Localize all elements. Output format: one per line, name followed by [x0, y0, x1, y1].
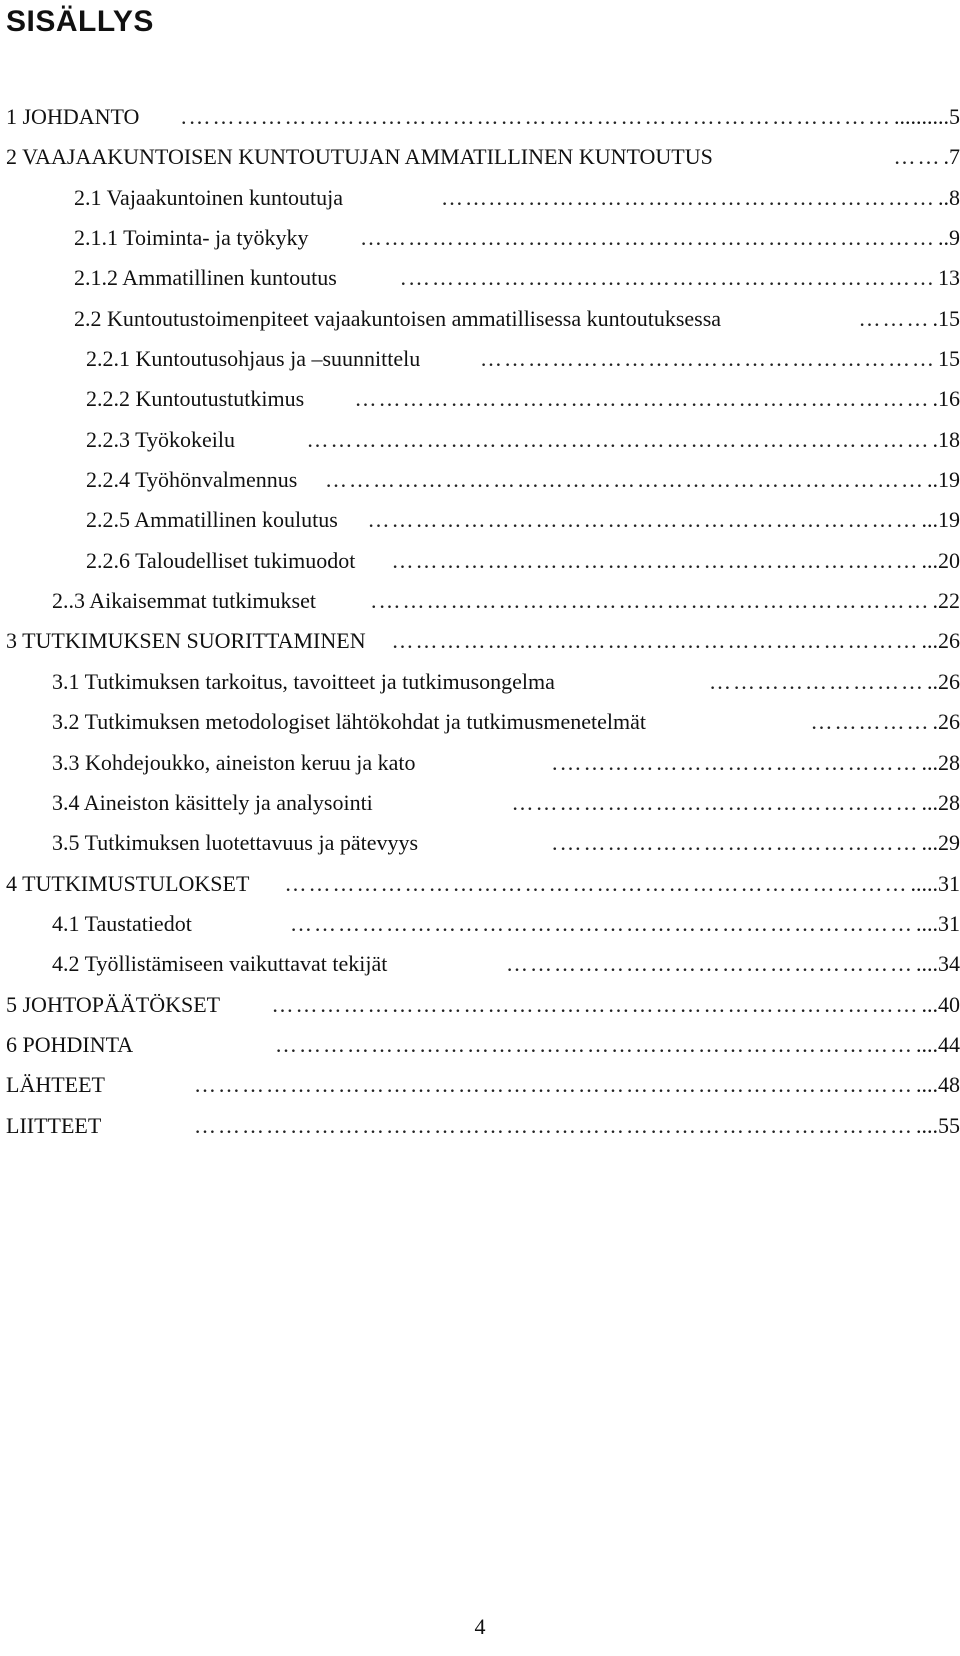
toc-entry-page: .15: [932, 305, 960, 331]
toc-entry-page: ..19: [927, 467, 960, 493]
toc-entry[interactable]: [0, 299, 960, 339]
toc-entry-leader: ………………………………………………………………………………: [194, 1072, 914, 1098]
toc-entry-title: LIITTEET: [6, 1112, 102, 1138]
toc-entry-leader: ……………………………………….: [552, 749, 920, 775]
toc-entry-title: 2.1 Vajaakuntoinen kuntoutuja: [74, 184, 344, 210]
toc-entry-title: 2.2.3 Työkokeilu: [86, 426, 235, 452]
toc-entry-title: 2.2.2 Kuntoutustutkimus: [86, 386, 305, 412]
toc-entry[interactable]: [0, 339, 960, 379]
toc-entry[interactable]: [0, 581, 960, 621]
toc-entry-page: ....48: [916, 1072, 960, 1098]
toc-entry-title: 4.2 Työllistämiseen vaikuttavat tekijät: [52, 951, 388, 977]
toc-entry-title: 1 JOHDANTO: [6, 104, 140, 129]
toc-entry[interactable]: [0, 985, 960, 1025]
toc-entry-page: ....55: [916, 1112, 960, 1138]
toc-entry-page: ...29: [921, 830, 960, 856]
toc-entry-leader: ……………………………………………………………: [367, 507, 920, 533]
toc-entry-page: ...19: [921, 507, 960, 533]
toc-entry[interactable]: [0, 541, 960, 581]
toc-entry-title: 2.2.4 Työhönvalmennus: [86, 467, 298, 493]
toc-entry-page: 13: [938, 265, 960, 291]
toc-entry-title: 2.1.2 Ammatillinen kuntoutus: [74, 265, 337, 291]
toc-entry[interactable]: [0, 1065, 960, 1105]
toc-entry-page: ...28: [921, 749, 960, 775]
toc-entry-page: ...28: [921, 789, 960, 815]
toc-entry[interactable]: [0, 137, 960, 177]
toc-entry-leader: ……………: [810, 709, 931, 735]
toc-entry[interactable]: [0, 743, 960, 783]
toc-entry-title: 2.2 Kuntoutustoimenpiteet vajaakuntoisen ammatillisessa kuntoutuksessa: [74, 305, 722, 331]
toc-entry-title: 3.5 Tutkimuksen luotettavuus ja pätevyys: [52, 830, 419, 856]
toc-entry-title: 2.1.1 Toiminta- ja työkyky: [74, 225, 309, 251]
toc-entry-page: ..........5: [894, 104, 960, 129]
toc-entry-leader: …………………………………………………………: [391, 547, 920, 573]
toc-entry-leader: …………………………………………………………: [391, 628, 920, 654]
toc-entry[interactable]: [0, 460, 960, 500]
toc-entry-leader: ……………………………………………: [506, 951, 914, 977]
toc-heading: SISÄLLYS: [6, 5, 154, 38]
toc-entry-page: ...20: [921, 547, 960, 573]
toc-entry-page: .26: [932, 709, 960, 735]
toc-entry[interactable]: [0, 97, 960, 137]
toc-entry-leader: ………………………………………………..……: [441, 184, 936, 210]
toc-entry[interactable]: [0, 258, 960, 298]
toc-entry[interactable]: [0, 904, 960, 944]
toc-entry-title: 6 POHDINTA: [6, 1031, 134, 1057]
toc-entry[interactable]: [0, 783, 960, 823]
toc-entry[interactable]: [0, 1106, 960, 1146]
toc-entry-title: 2 VAAJAAKUNTOISEN KUNTOUTUJAN AMMATILLINEN KUNTOUTUS: [6, 144, 713, 170]
toc-entry-page: .18: [932, 426, 960, 452]
toc-entry-leader: ………………………: [709, 668, 925, 694]
toc-entry-title: 2.2.6 Taloudelliset tukimuodot: [86, 547, 356, 573]
table-of-contents: [0, 97, 960, 1146]
toc-entry-leader: ………………………………………………………………: [360, 225, 936, 251]
toc-entry-title: 3.4 Aineiston käsittely ja analysointi: [52, 789, 373, 815]
toc-entry-title: 2..3 Aikaisemmat tutkimukset: [52, 588, 316, 614]
toc-entry[interactable]: [0, 178, 960, 218]
toc-entry-leader: ………………………………………………………………: [354, 386, 931, 412]
toc-entry-page: ..26: [927, 668, 960, 694]
toc-entry-page: ..8: [938, 184, 960, 210]
toc-entry[interactable]: [0, 864, 960, 904]
toc-entry-leader: ……: [893, 144, 942, 170]
toc-entry-title: 2.2.1 Kuntoutusohjaus ja –suunnittelu: [86, 346, 421, 372]
toc-entry-page: ..9: [938, 225, 960, 251]
toc-entry-leader: ………………………………………………………………………………: [194, 1112, 914, 1138]
toc-entry[interactable]: [0, 662, 960, 702]
toc-entry-leader: ………………………………………………………….: [400, 265, 936, 291]
toc-entry-page: ....34: [916, 951, 960, 977]
toc-entry-page: .....31: [910, 870, 960, 896]
toc-entry-title: LÄHTEET: [6, 1072, 105, 1098]
toc-entry-leader: …………………………………………………………………: [325, 467, 925, 493]
toc-entry-leader: …………………………………………………: [480, 346, 936, 372]
toc-entry-title: 3.1 Tutkimuksen tarkoitus, tavoitteet ja tutkimusongelma: [52, 668, 555, 694]
toc-entry-page: ...26: [921, 628, 960, 654]
toc-entry-page: ....31: [916, 910, 960, 936]
toc-entry[interactable]: [0, 944, 960, 984]
toc-entry[interactable]: [0, 702, 960, 742]
toc-entry[interactable]: [0, 823, 960, 863]
toc-entry-page: 15: [938, 346, 960, 372]
toc-entry[interactable]: [0, 379, 960, 419]
page-number: 4: [474, 1614, 486, 1639]
toc-entry-leader: ……………………………………….: [552, 830, 920, 856]
toc-entry[interactable]: [0, 621, 960, 661]
toc-entry-leader: …………………………………………………………….: [371, 588, 931, 614]
toc-entry-page: .22: [932, 588, 960, 614]
toc-entry-title: 4 TUTKIMUSTULOKSET: [6, 870, 250, 896]
toc-entry[interactable]: [0, 1025, 960, 1065]
toc-entry-title: 4.1 Taustatiedot: [52, 910, 192, 936]
toc-entry-page: .16: [932, 386, 960, 412]
toc-entry-leader: ………………….………………………………………………………….: [181, 104, 892, 129]
toc-entry-title: 3.2 Tutkimuksen metodologiset lähtökohdat ja tutkimusmenetelmät: [52, 709, 646, 735]
toc-entry[interactable]: [0, 420, 960, 460]
toc-entry-leader: ……………………………………………: [511, 789, 920, 815]
toc-entry[interactable]: [0, 218, 960, 258]
toc-entry-leader: ……………………………………………………………………: [284, 870, 909, 896]
toc-entry[interactable]: [0, 500, 960, 540]
toc-entry-page: .7: [943, 144, 960, 170]
toc-entry-leader: …………………………..…………………………………………: [275, 1031, 914, 1057]
toc-entry-leader: ………………………………………………………………………: [271, 991, 920, 1017]
toc-entry-page: ....44: [916, 1031, 960, 1057]
toc-entry-title: 3 TUTKIMUKSEN SUORITTAMINEN: [6, 628, 366, 654]
toc-entry-title: 5 JOHTOPÄÄTÖKSET: [6, 991, 221, 1017]
toc-entry-leader: ……………………………………………………………………: [290, 910, 914, 936]
toc-entry-leader: ……………………………………………………………………: [306, 426, 931, 452]
toc-entry-page: ...40: [921, 991, 960, 1017]
toc-entry-title: 2.2.5 Ammatillinen koulutus: [86, 507, 338, 533]
toc-entry-title: 3.3 Kohdejoukko, aineiston keruu ja kato: [52, 749, 416, 775]
toc-entry-leader: ………: [858, 305, 931, 331]
